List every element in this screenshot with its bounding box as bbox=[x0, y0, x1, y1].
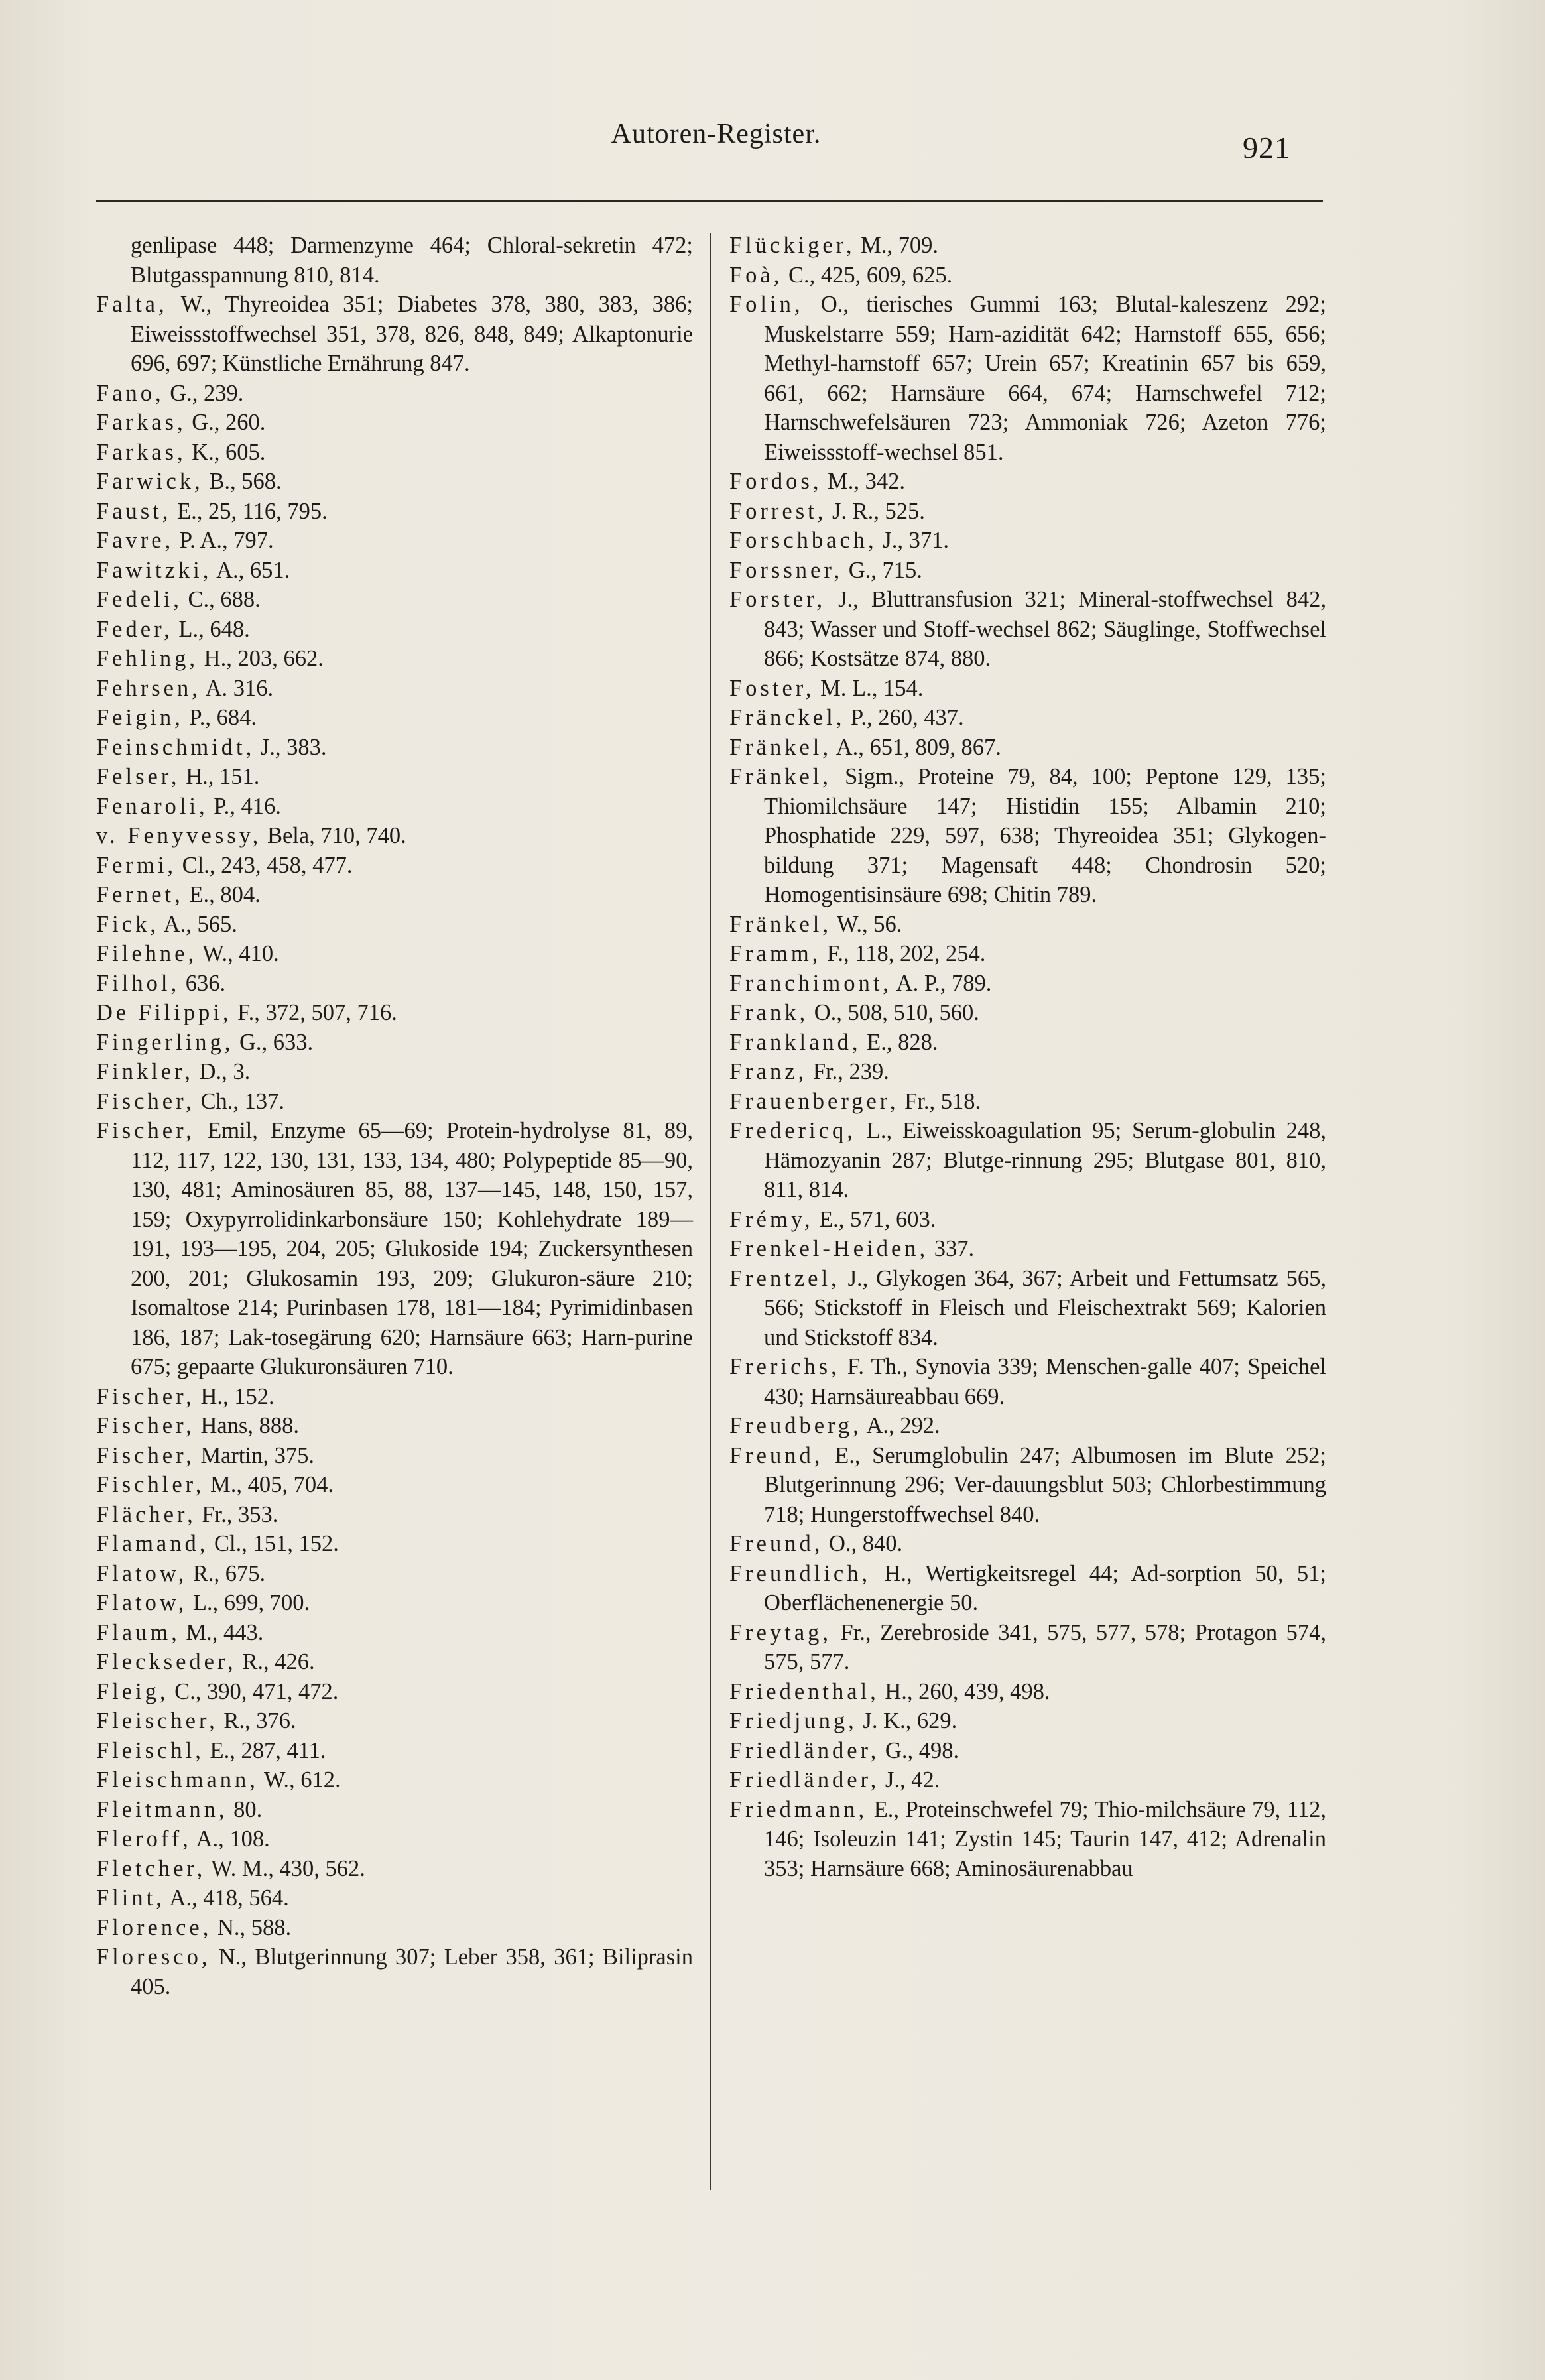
entry-references: G., 239. bbox=[164, 380, 244, 406]
entry-references: G., 715. bbox=[843, 557, 922, 583]
index-entry bbox=[96, 644, 693, 674]
author-name: Freund, bbox=[729, 1442, 824, 1468]
index-entry bbox=[729, 733, 1326, 763]
author-name: Fredericq, bbox=[729, 1118, 856, 1143]
index-entry bbox=[96, 556, 693, 586]
author-name: Finkler, bbox=[96, 1059, 194, 1084]
entry-references: C., 425, 609, 625. bbox=[782, 262, 953, 288]
entry-references: Fr., 518. bbox=[898, 1088, 981, 1114]
entry-references: A. 316. bbox=[200, 675, 274, 701]
column-divider bbox=[710, 233, 711, 2190]
entry-references: K., 605. bbox=[186, 439, 266, 465]
entry-references: P., 416. bbox=[208, 793, 281, 819]
index-entry bbox=[729, 1116, 1326, 1205]
index-entry bbox=[729, 1352, 1326, 1411]
index-entry bbox=[729, 939, 1326, 969]
entry-references: Bela, 710, 740. bbox=[261, 823, 406, 848]
author-name: Foster, bbox=[729, 675, 815, 701]
entry-references: E., 25, 116, 795. bbox=[171, 498, 328, 524]
entry-references: Ch., 137. bbox=[194, 1088, 284, 1114]
author-name: Farwick, bbox=[96, 469, 204, 494]
index-entry bbox=[729, 969, 1326, 999]
author-name: Fränkel, bbox=[729, 911, 832, 937]
entry-references: Sigm., Proteine 79, 84, 100; Peptone 129, 135; Thiomilchsäure 147; Histidin 155; Albamin 210; Phosphatide 229, 597, 638; Thyreoidea 351; Glykogen-bildung 371; Magensaft 448; Chondrosin 520; Homogentisinsäure 698; Chitin 789. bbox=[764, 764, 1326, 907]
entry-references: M. L., 154. bbox=[814, 675, 924, 701]
entry-references: W., 410. bbox=[197, 941, 279, 966]
index-entry bbox=[729, 762, 1326, 910]
author-name: Fränkel, bbox=[729, 734, 832, 760]
author-name: Forssner, bbox=[729, 557, 843, 583]
index-entry bbox=[729, 703, 1326, 733]
author-name: Fleckseder, bbox=[96, 1649, 237, 1674]
entry-references: C., 390, 471, 472. bbox=[168, 1678, 339, 1704]
author-name: Fleischl, bbox=[96, 1737, 204, 1763]
entry-references: M., 709. bbox=[855, 233, 939, 258]
author-name: Fischer, bbox=[96, 1088, 195, 1114]
author-name: Fischer, bbox=[96, 1413, 195, 1438]
index-entry bbox=[96, 1087, 693, 1117]
author-name: Flatow, bbox=[96, 1590, 188, 1615]
author-name: Fenaroli, bbox=[96, 793, 208, 819]
entry-references: B., 568. bbox=[203, 469, 282, 494]
entry-references: G., 633. bbox=[233, 1029, 314, 1055]
index-entry bbox=[96, 1411, 693, 1441]
index-entry bbox=[729, 1559, 1326, 1618]
author-name: Falta, bbox=[96, 292, 168, 317]
author-name: Freytag, bbox=[729, 1619, 832, 1645]
index-entry bbox=[96, 1942, 693, 2001]
index-entry bbox=[96, 1441, 693, 1471]
author-name: Folin, bbox=[729, 292, 804, 317]
entry-references: H., Wertigkeitsregel 44; Ad-sorption 50, 51; Oberflächenenergie 50. bbox=[764, 1560, 1326, 1615]
entry-references: J., 383. bbox=[255, 734, 327, 760]
author-name: Felser, bbox=[96, 764, 180, 789]
index-entry bbox=[729, 910, 1326, 940]
author-name: De Filippi, bbox=[96, 1000, 232, 1025]
running-title: Autoren-Register. bbox=[611, 119, 822, 149]
author-name: Frerichs, bbox=[729, 1354, 840, 1379]
author-name: Fleischmann, bbox=[96, 1767, 259, 1792]
author-name: Fischer, bbox=[96, 1118, 195, 1143]
author-name: Filehne, bbox=[96, 941, 198, 966]
index-entry bbox=[96, 1116, 693, 1382]
index-entry bbox=[96, 792, 693, 822]
index-entry bbox=[729, 261, 1326, 290]
author-name: Frentzel, bbox=[729, 1265, 840, 1291]
index-entry bbox=[729, 290, 1326, 467]
index-entry bbox=[96, 1618, 693, 1648]
entry-references: A., 292. bbox=[861, 1413, 940, 1438]
entry-references: N., Blutgerinnung 307; Leber 358, 361; Biliprasin 405. bbox=[131, 1944, 693, 1999]
index-entry bbox=[96, 1057, 693, 1087]
index-entry bbox=[729, 497, 1326, 527]
entry-references: A., 651. bbox=[212, 557, 290, 583]
index-entry bbox=[96, 1588, 693, 1618]
author-name: Frémy, bbox=[729, 1206, 814, 1232]
index-entry bbox=[96, 1795, 693, 1825]
entry-references: O., 840. bbox=[823, 1531, 903, 1556]
entry-references: H., 151. bbox=[180, 764, 260, 789]
index-entry bbox=[96, 939, 693, 969]
index-entry bbox=[96, 703, 693, 733]
index-entry bbox=[96, 1824, 693, 1854]
index-entry bbox=[96, 1883, 693, 1913]
author-name: Freundlich, bbox=[729, 1560, 871, 1586]
index-entry bbox=[96, 1382, 693, 1412]
author-name: Feinschmidt, bbox=[96, 734, 255, 760]
index-entry bbox=[96, 1470, 693, 1500]
author-name: Flint, bbox=[96, 1885, 165, 1910]
entry-references: A., 418, 564. bbox=[164, 1885, 289, 1910]
author-name: Flückiger, bbox=[729, 233, 855, 258]
entry-references: W., Thyreoidea 351; Diabetes 378, 380, 383, 386; Eiweissstoffwechsel 351, 378, 826, 848, 849; Alkaptonurie 696, 697; Künstliche Ernährung 847. bbox=[131, 292, 693, 376]
entry-references: D., 3. bbox=[193, 1059, 251, 1084]
author-name: Fleroff, bbox=[96, 1826, 192, 1851]
index-entry bbox=[96, 1529, 693, 1559]
entry-references: W. M., 430, 562. bbox=[206, 1855, 365, 1881]
entry-references: E., 804. bbox=[183, 882, 261, 907]
author-name: Friedenthal, bbox=[729, 1678, 879, 1704]
index-entry bbox=[96, 585, 693, 615]
entry-references: genlipase 448; Darmenzyme 464; Chloral-sekretin 472; Blutgasspannung 810, 814. bbox=[131, 233, 693, 288]
entry-references: R., 376. bbox=[217, 1708, 296, 1733]
author-name: Flaum, bbox=[96, 1619, 180, 1645]
entry-references: 636. bbox=[180, 970, 226, 996]
entry-references: F. Th., Synovia 339; Menschen-galle 407; Speichel 430; Harnsäureabbau 669. bbox=[764, 1354, 1326, 1409]
entry-references: P. A., 797. bbox=[174, 528, 274, 553]
author-name: Fischler, bbox=[96, 1472, 205, 1497]
index-entry bbox=[729, 1205, 1326, 1235]
header-rule bbox=[96, 200, 1323, 202]
entry-references: E., Proteinschwefel 79; Thio-milchsäure 79, 112, 146; Isoleuzin 141; Zystin 145; Taurin 147, 412; Adrenalin 353; Harnsäure 668; Aminosäurenabbau bbox=[764, 1796, 1326, 1881]
entry-references: 337. bbox=[928, 1236, 975, 1261]
index-entry bbox=[96, 1500, 693, 1530]
author-name: Franz, bbox=[729, 1059, 808, 1084]
entry-references: E., 828. bbox=[861, 1029, 938, 1055]
entry-references: J., 42. bbox=[879, 1767, 940, 1792]
entry-references: J., 371. bbox=[877, 528, 949, 553]
index-entry bbox=[729, 526, 1326, 556]
author-name: Foà, bbox=[729, 262, 783, 288]
index-entry bbox=[96, 880, 693, 910]
index-entry bbox=[96, 379, 693, 408]
entry-references: R., 675. bbox=[187, 1560, 266, 1586]
author-name: Franchimont, bbox=[729, 970, 892, 996]
index-entry bbox=[96, 497, 693, 527]
entry-references: A. P., 789. bbox=[891, 970, 992, 996]
author-name: Flächer, bbox=[96, 1501, 196, 1527]
entry-references: M., 405, 704. bbox=[204, 1472, 334, 1497]
entry-references: F., 372, 507, 716. bbox=[231, 1000, 397, 1025]
author-name: Fawitzki, bbox=[96, 557, 212, 583]
author-name: Fleig, bbox=[96, 1678, 169, 1704]
author-name: Fedeli, bbox=[96, 587, 182, 612]
author-name: Filhol, bbox=[96, 970, 180, 996]
index-entry bbox=[729, 998, 1326, 1028]
index-entry bbox=[729, 1441, 1326, 1530]
index-entry bbox=[729, 467, 1326, 497]
author-name: Fränkel, bbox=[729, 764, 832, 789]
entry-references: P., 260, 437. bbox=[845, 705, 964, 730]
index-entry bbox=[729, 1706, 1326, 1736]
entry-references: E., 287, 411. bbox=[204, 1737, 326, 1763]
entry-references: L., 699, 700. bbox=[187, 1590, 310, 1615]
entry-references: M., 443. bbox=[180, 1619, 264, 1645]
author-name: Fischer, bbox=[96, 1383, 195, 1409]
entry-references: Cl., 243, 458, 477. bbox=[176, 852, 353, 878]
index-entry bbox=[96, 969, 693, 999]
index-entry bbox=[729, 1765, 1326, 1795]
author-name: Fermi, bbox=[96, 852, 177, 878]
author-name: Flamand, bbox=[96, 1531, 209, 1556]
left-index-column bbox=[96, 231, 693, 2001]
entry-references: E., 571, 603. bbox=[813, 1206, 936, 1232]
entry-references: A., 108. bbox=[191, 1826, 270, 1851]
author-name: Fernet, bbox=[96, 882, 184, 907]
index-entry bbox=[729, 674, 1326, 704]
entry-references: N., 588. bbox=[212, 1914, 292, 1940]
entry-references: Fr., Zerebroside 341, 575, 577, 578; Protagon 574, 575, 577. bbox=[764, 1619, 1326, 1674]
entry-references: H., 203, 662. bbox=[198, 646, 324, 671]
index-entry bbox=[96, 674, 693, 704]
index-entry bbox=[729, 1736, 1326, 1766]
index-entry bbox=[96, 998, 693, 1028]
author-name: Framm, bbox=[729, 941, 822, 966]
entry-references: J., Bluttransfusion 321; Mineral-stoffwechsel 842, 843; Wasser und Stoff-wechsel 862; Säuglinge, Stoffwechsel 866; Kostsätze 874, 880. bbox=[764, 587, 1326, 671]
author-name: Florence, bbox=[96, 1914, 212, 1940]
author-name: Feigin, bbox=[96, 705, 184, 730]
entry-references: E., Serumglobulin 247; Albumosen im Blute 252; Blutgerinnung 296; Ver-dauungsblut 503; Chlorbestimmung 718; Hungerstoffwechsel 840. bbox=[764, 1442, 1326, 1527]
index-entry bbox=[96, 1765, 693, 1795]
author-name: Fingerling, bbox=[96, 1029, 234, 1055]
entry-references: O., tierisches Gummi 163; Blutal-kaleszenz 292; Muskelstarre 559; Harn-azidität 642; Harnstoff 655, 656; Methyl-harnstoff 657; Urein 657; Kreatinin 657 bis 659, 661, 662; Harnsäure 664, 674; Harnschwefel 712; Harnschwefelsäuren 723; Ammoniak 726; Azeton 776; Eiweissstoff-wechsel 851. bbox=[764, 292, 1326, 465]
index-entry bbox=[96, 733, 693, 763]
entry-references: A., 565. bbox=[158, 911, 237, 937]
entry-references: J., Glykogen 364, 367; Arbeit und Fettumsatz 565, 566; Stickstoff in Fleisch und Fleischextrakt 569; Kalorien und Stickstoff 834. bbox=[764, 1265, 1326, 1350]
entry-references: O., 508, 510, 560. bbox=[808, 1000, 979, 1025]
index-entry bbox=[96, 910, 693, 940]
index-entry bbox=[729, 1234, 1326, 1264]
index-entry bbox=[729, 1028, 1326, 1058]
index-entry bbox=[729, 1677, 1326, 1707]
entry-references: C., 688. bbox=[182, 587, 261, 612]
author-name: Farkas, bbox=[96, 410, 186, 435]
author-name: Forster, bbox=[729, 587, 826, 612]
author-name: Fehrsen, bbox=[96, 675, 201, 701]
author-name: Friedländer, bbox=[729, 1767, 880, 1792]
author-name: Friedmann, bbox=[729, 1796, 868, 1822]
index-entry bbox=[729, 1057, 1326, 1087]
entry-references: H., 152. bbox=[194, 1383, 275, 1409]
index-entry bbox=[96, 1647, 693, 1677]
index-entry bbox=[96, 408, 693, 438]
entry-references: H., 260, 439, 498. bbox=[879, 1678, 1050, 1704]
author-name: Frank, bbox=[729, 1000, 809, 1025]
index-entry bbox=[96, 762, 693, 792]
entry-references: P., 684. bbox=[183, 705, 257, 730]
entry-references: Fr., 353. bbox=[196, 1501, 278, 1527]
author-name: Faust, bbox=[96, 498, 172, 524]
entry-references: Fr., 239. bbox=[807, 1059, 889, 1084]
author-name: Friedländer, bbox=[729, 1737, 880, 1763]
author-name: Freudberg, bbox=[729, 1413, 862, 1438]
author-name: Forrest, bbox=[729, 498, 827, 524]
entry-references: L., 648. bbox=[172, 616, 250, 642]
index-entry bbox=[729, 1618, 1326, 1677]
entry-references: R., 426. bbox=[236, 1649, 315, 1674]
index-entry bbox=[729, 585, 1326, 674]
author-name: Fordos, bbox=[729, 469, 822, 494]
index-entry bbox=[96, 1854, 693, 1884]
entry-references: 80. bbox=[227, 1796, 263, 1822]
author-name: Farkas, bbox=[96, 439, 186, 465]
entry-references: L., Eiweisskoagulation 95; Serum-globulin 248, Hämozyanin 287; Blutge-rinnung 295; Blutgase 801, 810, 811, 814. bbox=[764, 1118, 1326, 1202]
entry-references: F., 118, 202, 254. bbox=[821, 941, 986, 966]
entry-references: G., 498. bbox=[879, 1737, 959, 1763]
index-entry bbox=[96, 467, 693, 497]
entry-references: Cl., 151, 152. bbox=[208, 1531, 339, 1556]
entry-references: W., 56. bbox=[832, 911, 902, 937]
index-entry bbox=[96, 1559, 693, 1589]
author-name: Feder, bbox=[96, 616, 173, 642]
right-index-column bbox=[729, 231, 1326, 1883]
author-name: Fick, bbox=[96, 911, 159, 937]
author-name: Freund, bbox=[729, 1531, 824, 1556]
index-entry bbox=[96, 851, 693, 881]
entry-references: J. K., 629. bbox=[857, 1708, 958, 1733]
index-entry bbox=[729, 556, 1326, 586]
index-entry bbox=[729, 1795, 1326, 1884]
entry-references: A., 651, 809, 867. bbox=[832, 734, 1001, 760]
author-name: Flatow, bbox=[96, 1560, 188, 1586]
author-name: Fleischer, bbox=[96, 1708, 218, 1733]
author-name: Fletcher, bbox=[96, 1855, 206, 1881]
index-entry bbox=[96, 231, 693, 290]
author-name: Frankland, bbox=[729, 1029, 861, 1055]
entry-references: Emil, Enzyme 65—69; Protein-hydrolyse 81, 89, 112, 117, 122, 130, 131, 133, 134, 480; Polypeptide 85—90, 130, 481; Aminosäuren 85, 88, 137—145, 148, 150, 157, 159; Oxypyrrolidinkarbonsäure 150; Kohlehydrate 189—191, 193—195, 204, 205; Glukoside 194; Zuckersynthesen 200, 201; Glukosamin 193, 209; Glukuron-säure 210; Isomaltose 214; Purinbasen 178, 181—184; Pyrimidinbasen 186, 187; Lak-tosegärung 620; Harnsäure 663; Harn-purine 675; gepaarte Glukuronsäuren 710. bbox=[131, 1118, 693, 1379]
entry-references: M., 342. bbox=[822, 469, 906, 494]
author-name: Fränckel, bbox=[729, 705, 845, 730]
author-name: v. Fenyvessy, bbox=[96, 823, 262, 848]
entry-references: J. R., 525. bbox=[826, 498, 925, 524]
author-name: Fehling, bbox=[96, 646, 199, 671]
index-entry bbox=[96, 1028, 693, 1058]
author-name: Friedjung, bbox=[729, 1708, 857, 1733]
index-entry bbox=[729, 231, 1326, 261]
author-name: Fleitmann, bbox=[96, 1796, 228, 1822]
index-entry bbox=[729, 1529, 1326, 1559]
index-entry bbox=[96, 1677, 693, 1707]
index-entry bbox=[729, 1264, 1326, 1353]
entry-references: Martin, 375. bbox=[194, 1442, 314, 1468]
entry-references: Hans, 888. bbox=[194, 1413, 299, 1438]
author-name: Floresco, bbox=[96, 1944, 211, 1970]
index-entry bbox=[96, 526, 693, 556]
index-entry bbox=[96, 615, 693, 645]
entry-references: W., 612. bbox=[258, 1767, 341, 1792]
page-number: 921 bbox=[1243, 131, 1290, 164]
author-name: Fischer, bbox=[96, 1442, 195, 1468]
index-entry bbox=[96, 438, 693, 468]
author-name: Frenkel-Heiden, bbox=[729, 1236, 929, 1261]
author-name: Frauenberger, bbox=[729, 1088, 899, 1114]
author-name: Fano, bbox=[96, 380, 164, 406]
index-entry bbox=[729, 1411, 1326, 1441]
author-name: Favre, bbox=[96, 528, 174, 553]
author-name: Forschbach, bbox=[729, 528, 877, 553]
index-entry bbox=[96, 1706, 693, 1736]
entry-references: G., 260. bbox=[186, 410, 266, 435]
index-entry bbox=[96, 1736, 693, 1766]
index-entry bbox=[96, 821, 693, 851]
index-entry bbox=[729, 1087, 1326, 1117]
index-entry bbox=[96, 290, 693, 379]
index-entry bbox=[96, 1913, 693, 1943]
